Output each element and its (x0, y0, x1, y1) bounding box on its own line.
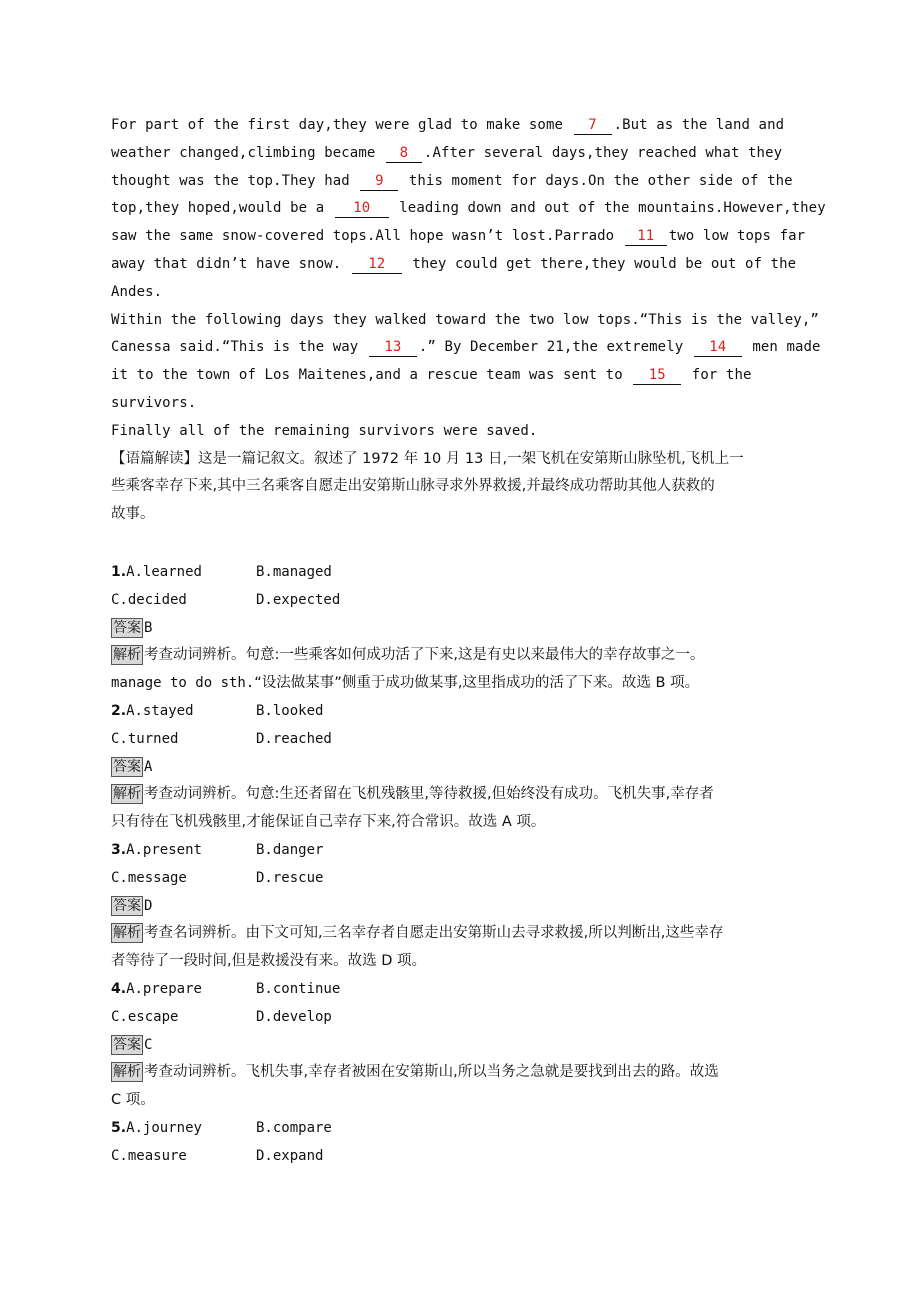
option-a (111, 559, 256, 587)
passage-line: survivors. (111, 394, 197, 411)
option-c: C.measure (111, 1147, 187, 1164)
options-row (111, 865, 811, 893)
analysis-tag: 解析 (113, 925, 141, 942)
blank-15: 15 (633, 366, 681, 385)
analysis-text: “设法做某事”侧重于成功做某事,这里指成功的活了下来。故选 B 项。 (254, 675, 700, 692)
options-row (111, 1004, 811, 1032)
analysis-line: C 项。 (111, 1092, 155, 1109)
answer-line (111, 754, 811, 782)
spacer (111, 529, 811, 559)
option-a (111, 1115, 256, 1143)
passage-line (111, 195, 826, 223)
passage-text: they could get there,they would be out of the (412, 255, 797, 272)
analysis-text: 考查名词辨析。由下文可知,三名幸存者自愿走出安第斯山去寻求救援,所以判断出,这些幸存 (144, 925, 724, 942)
option-d: D.reached (256, 730, 332, 747)
option-a (111, 976, 256, 1004)
passage-line: Andes. (111, 283, 163, 300)
analysis-text: manage to do sth. (111, 675, 255, 692)
reading-note: 【语篇解读】这是一篇记叙文。叙述了 1972 年 10 月 13 日,一架飞机在安第斯山脉坠机,飞机上一 (111, 450, 744, 467)
answer-tag: 答案 (113, 1036, 141, 1053)
passage-text: top,they hoped,would be a (111, 200, 325, 217)
options-row (111, 698, 811, 726)
question-number: 2. (111, 702, 127, 719)
options-row (111, 1143, 811, 1171)
option-text: A.prepare (126, 980, 202, 997)
reading-note: 些乘客幸存下来,其中三名乘客自愿走出安第斯山脉寻求外界救援,并最终成功帮助其他人获救的 (111, 478, 715, 495)
answer-line (111, 615, 811, 643)
passage-text: .After several days,they reached what they (423, 144, 783, 161)
option-text: A.journey (126, 1119, 202, 1136)
question-number: 5. (111, 1119, 127, 1136)
option-c: C.decided (111, 591, 187, 608)
option-text: A.stayed (126, 702, 194, 719)
blank-8: 8 (386, 144, 422, 163)
passage-text: weather changed,climbing became (111, 144, 376, 161)
analysis-tag: 解析 (113, 786, 141, 803)
blank-10: 10 (335, 199, 389, 218)
blank-12: 12 (352, 255, 402, 274)
option-d: D.develop (256, 1008, 332, 1025)
options-row (111, 559, 811, 587)
analysis-text: 考查动词辨析。飞机失事,幸存者被困在安第斯山,所以当务之急就是要找到出去的路。故选 (144, 1064, 719, 1081)
question-number: 1. (111, 563, 127, 580)
question-number: 3. (111, 841, 127, 858)
passage-line (111, 168, 811, 196)
document-page (111, 112, 826, 1170)
blank-13: 13 (369, 338, 417, 357)
option-c: C.turned (111, 730, 179, 747)
passage-text: thought was the top.They had (111, 172, 350, 189)
options-row (111, 1115, 811, 1143)
passage-text: for the (691, 367, 752, 384)
passage-text: Canessa said.“This is the way (111, 339, 359, 356)
blank-9: 9 (360, 172, 398, 191)
passage-text: .” By December 21,the extremely (418, 339, 684, 356)
option-text: A.present (126, 841, 202, 858)
options-row (111, 726, 811, 754)
options-row (111, 837, 811, 865)
passage-line (111, 251, 811, 279)
answer-line (111, 893, 811, 921)
option-b: B.looked (256, 702, 324, 719)
answer-value: A (144, 758, 153, 775)
passage-line (111, 223, 811, 251)
passage-text: two low tops far (668, 228, 806, 245)
passage-text: saw the same snow-covered tops.All hope wasn’t lost.Parrado (111, 228, 615, 245)
options-row (111, 976, 811, 1004)
passage-text: it to the town of Los Maitenes,and a rescue team was sent to (111, 367, 623, 384)
answer-value: C (144, 1036, 153, 1053)
answer-value: B (144, 619, 153, 636)
analysis-line (111, 781, 811, 809)
option-a (111, 698, 256, 726)
analysis-line (111, 670, 811, 698)
option-text: A.learned (126, 563, 202, 580)
option-d: D.expected (256, 591, 341, 608)
option-d: D.rescue (256, 869, 324, 886)
analysis-line (111, 1059, 811, 1087)
analysis-line (111, 642, 811, 670)
question-number: 4. (111, 980, 127, 997)
option-b: B.managed (256, 563, 332, 580)
analysis-text: 考查动词辨析。句意:一些乘客如何成功活了下来,这是有史以来最伟大的幸存故事之一。 (144, 647, 705, 664)
passage-text: For part of the first day,they were glad to make some (111, 117, 564, 133)
passage-text: away that didn’t have snow. (111, 255, 342, 272)
answer-tag: 答案 (113, 758, 141, 775)
analysis-line: 只有待在飞机残骸里,才能保证自己幸存下来,符合常识。故选 A 项。 (111, 814, 546, 831)
passage-line (111, 334, 821, 362)
analysis-line (111, 920, 811, 948)
options-row (111, 587, 811, 615)
option-c: C.escape (111, 1008, 179, 1025)
passage-line (111, 140, 811, 168)
passage-line: Finally all of the remaining survivors were saved. (111, 422, 538, 439)
blank-14: 14 (694, 338, 742, 357)
analysis-text: 考查动词辨析。句意:生还者留在飞机残骸里,等待救援,但始终没有成功。飞机失事,幸存者 (144, 786, 714, 803)
answer-value: D (144, 897, 153, 914)
option-c: C.message (111, 869, 187, 886)
analysis-tag: 解析 (113, 647, 141, 664)
blank-7: 7 (574, 116, 612, 135)
answer-tag: 答案 (113, 619, 141, 636)
passage-text: .But as the land and (613, 117, 785, 133)
option-a (111, 837, 256, 865)
option-d: D.expand (256, 1147, 324, 1164)
option-b: B.continue (256, 980, 341, 997)
passage-line: Within the following days they walked toward the two low tops.“This is the valley,” (111, 311, 819, 328)
passage-text: men made (752, 339, 821, 356)
reading-note: 故事。 (111, 506, 155, 523)
passage-text: leading down and out of the mountains.However,they (399, 200, 826, 217)
answer-tag: 答案 (113, 897, 141, 914)
analysis-tag: 解析 (113, 1064, 141, 1081)
blank-11: 11 (625, 227, 667, 246)
passage-line (111, 362, 811, 390)
option-b: B.danger (256, 841, 324, 858)
passage-text: this moment for days.On the other side of the (408, 172, 793, 189)
analysis-line: 者等待了一段时间,但是救援没有来。故选 D 项。 (111, 953, 426, 970)
option-b: B.compare (256, 1119, 332, 1136)
passage-line (111, 112, 811, 140)
answer-line (111, 1032, 811, 1060)
